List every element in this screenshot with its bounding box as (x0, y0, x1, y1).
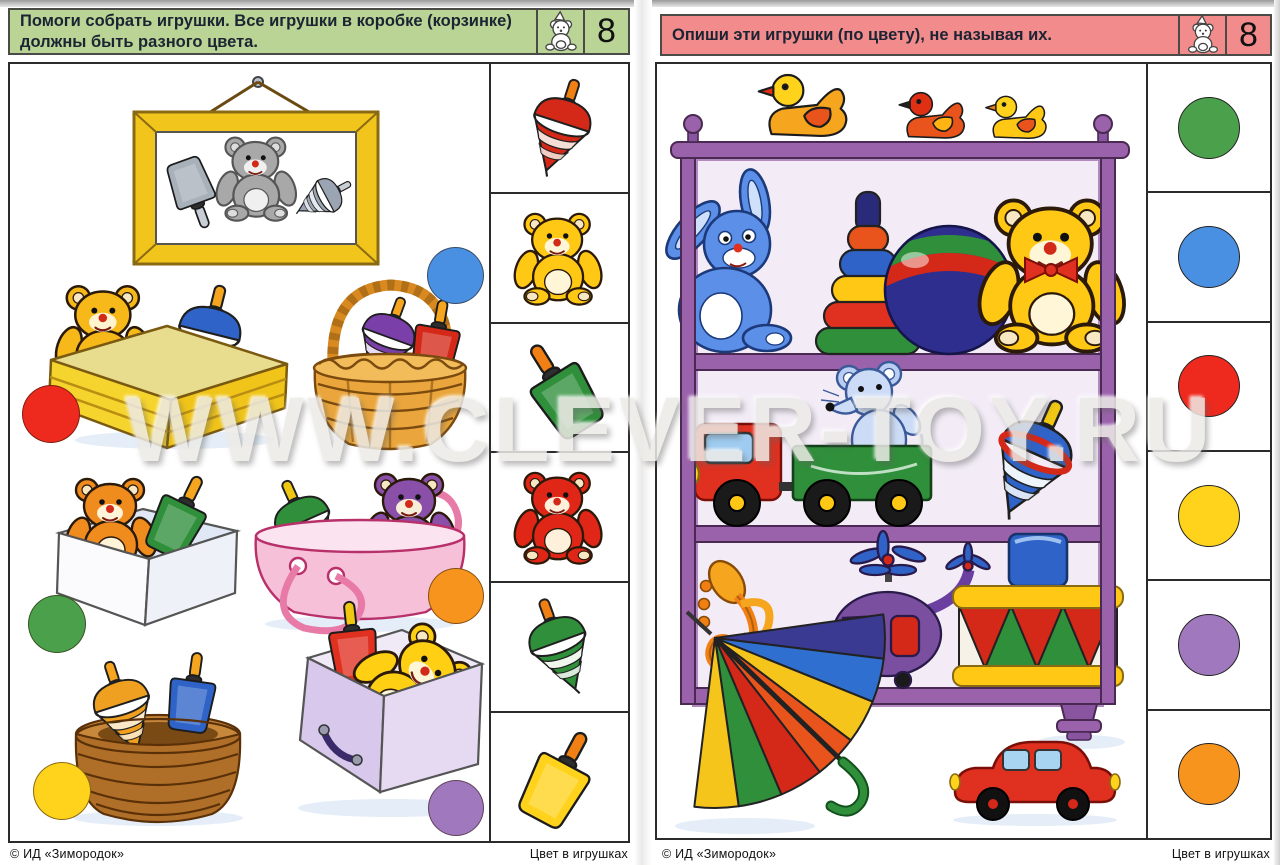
scene-yellow-crate (45, 282, 295, 452)
right-footer-publisher: © ИД «Зимородок» (662, 847, 777, 861)
left-task-header (8, 8, 630, 55)
right-task-instruction: Опиши эти игрушки (по цвету), не называя их. (672, 25, 1052, 44)
color-dot-yellow (1178, 485, 1240, 547)
card-yellow-bear (491, 194, 628, 324)
right-task-header (660, 14, 1272, 56)
color-cell-yellow (1148, 452, 1270, 581)
duck-medium-icon (899, 93, 964, 138)
page-right (640, 0, 1280, 865)
duck-large-icon (759, 75, 847, 136)
left-task-instruction: Помоги собрать игрушки. Все игрушки в коробке (корзинке) должны быть разного цвета. (20, 11, 512, 51)
color-cell-purple (1148, 581, 1270, 710)
basket-bowl (314, 354, 466, 450)
right-color-column (1146, 64, 1270, 838)
watermark: WWW.CLEVER-TOY.RU (126, 379, 1215, 481)
drum-icon (953, 586, 1123, 686)
card-red-bear (491, 453, 628, 583)
left-side-column (489, 64, 628, 841)
finial-right (1094, 115, 1112, 142)
publisher-bear-logo (1178, 16, 1225, 54)
umbrella-icon (675, 608, 930, 838)
framed-picture (120, 72, 390, 272)
duck-small-icon (986, 96, 1046, 138)
left-content-frame (8, 62, 630, 843)
color-cell-red (1148, 323, 1270, 452)
answer-dot-blue (427, 247, 484, 304)
answer-dot-red (22, 385, 80, 443)
finial-left (684, 115, 702, 142)
left-footer-series: Цвет в игрушках (529, 847, 628, 861)
right-page-number: 8 (1225, 16, 1270, 54)
answer-dot-yellow (33, 762, 91, 820)
color-cell-green (1148, 64, 1270, 193)
color-dot-orange (1178, 743, 1240, 805)
card-yellow-shovel (491, 713, 628, 841)
teddy-bear-hat-icon (544, 11, 578, 53)
left-page-number: 8 (583, 10, 628, 53)
card-green-top (491, 583, 628, 713)
red-car-icon (945, 726, 1125, 826)
answer-dot-green (28, 595, 86, 653)
teddy-bear-hat-icon (1187, 15, 1219, 55)
blue-cube-icon (1009, 534, 1067, 586)
left-footer-publisher: © ИД «Зимородок» (10, 847, 125, 861)
card-red-top (491, 64, 628, 194)
right-footer-series: Цвет в игрушках (1171, 847, 1270, 861)
color-dot-purple (1178, 614, 1240, 676)
right-content-frame (655, 62, 1272, 840)
publisher-bear-logo (536, 10, 583, 53)
color-cell-blue (1148, 193, 1270, 322)
card-green-shovel (491, 324, 628, 454)
color-cell-orange (1148, 711, 1270, 838)
color-dot-green (1178, 97, 1240, 159)
answer-dot-purple (428, 780, 484, 836)
color-dot-red (1178, 355, 1240, 417)
answer-dot-orange (428, 568, 484, 624)
color-dot-blue (1178, 226, 1240, 288)
